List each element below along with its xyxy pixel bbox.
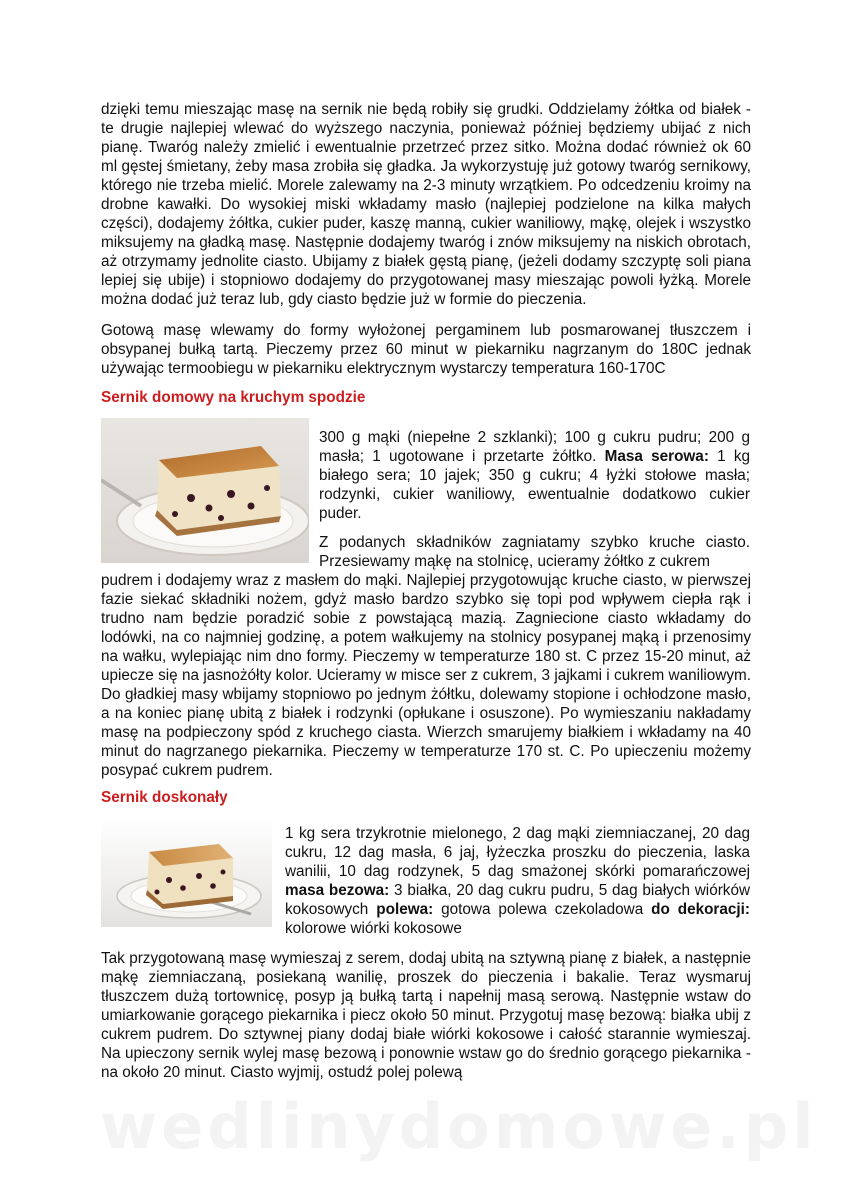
baking-paragraph: Gotową masę wlewamy do formy wyłożonej pergaminem lub posmarowanej tłuszczem i obsypanej bułką tartą. Pieczemy przez 60 minut w piekarniku nagrzanym do 180C jednak używając termoobiegu w piekarniku elektrycznym wystarczy temperatura 160-170C [101,322,751,377]
cheesecake-image-1 [101,418,309,563]
recipe1-method: pudrem i dodajemy wraz z masłem do mąki. Najlepiej przygotowując kruche ciasto, w pierwszej fazie siekać składniki nożem, gdyż masło bardzo szybko się topi pod wpływem ciepła rąk i trudno nam będzie poradzić sobie z powstającą mazią. Zagniecione ciasto wkładamy do lodówki, na co najmniej godzinę, a potem wałkujemy na stolnicy posypanej mąką i przenosimy na wałku, wylepiając nim dno formy. Pieczemy w temperaturze 180 st. C przez 15-20 minut, aż upiecze się na jasnożółty kolor. Ucieramy w misce ser z cukrem, 3 jajkami i cukrem waniliowym. Do gładkiej masy wbijamy stopniowo po jednym żółtku, dolewamy stopione i ochłodzone masło, a na koniec pianę ubitą z białek i rodzynki (opłukane i osuszone). Po wymieszaniu nakładamy masę na podpieczony spód z kruchego ciasta. Wierzch smarujemy białkiem i wkładamy na 40 minut do nagrzanego piekarnika. Pieczemy w temperaturze 170 st. C. Po upieczeniu możemy posypać cukrem pudrem. [101,572,751,779]
recipe1-title: Sernik domowy na kruchym spodzie [101,389,366,406]
recipe1-cheese-mass-label: Masa serowa: [604,448,709,465]
recipe2-ingredients-part3: gotowa polewa czekoladowa [433,901,652,918]
recipe2-decoration-label: do dekoracji: [651,901,750,918]
recipe1-method-lead: Z podanych składników zagniatamy szybko kruche ciasto. Przesiewamy mąkę na stolnicę, ucieramy żółtko z cukrem [319,534,750,570]
recipe1-ingredients-part1: 300 g mąki (niepełne 2 szklanki); 100 g cukru pudru; 200 g masła; 1 ugotowane i przetarte żółtko. [319,429,750,465]
recipe1-ingredients [319,428,750,523]
recipe2-method: Tak przygotowaną masę wymieszaj z serem, dodaj ubitą na sztywną pianę z białek, a następnie mąkę ziemniaczaną, posiekaną wanilię, proszek do pieczenia i bakalie. Teraz wysmaruj tłuszczem dużą tortownicę, posyp ją bułką tartą i napełnij masą serową. Następnie wstaw do umiarkowanie gorącego piekarnika i piecz około 50 minut. Przygotuj masę bezową: białka ubij z cukrem pudrem. Do sztywnej piany dodaj białe wiórki kokosowe i całość starannie wymieszaj. Na upieczony sernik wylej masę bezową i ponownie wstaw go do średnio gorącego piekarnika - na około 20 minut. Ciasto wyjmij, ostudź polej polewą [101,950,751,1081]
recipe2-ingredients-part4: kolorowe wiórki kokosowe [285,920,462,937]
recipe2-glaze-label: polewa: [376,901,434,918]
cheesecake-photo-1 [101,418,309,563]
recipe1-ingredients-part2: 1 kg białego sera; 10 jajek; 350 g cukru; 4 łyżki stołowe masła; rodzynki, cukier waniliowy, ewentualnie dodatkowo cukier puder. [319,448,750,522]
site-watermark: wedlinydomowe.pl [100,1090,818,1163]
intro-paragraph: dzięki temu mieszając masę na sernik nie będą robiły się grudki. Oddzielamy żółtka od białek - te drugie najlepiej wlewać do wyższego naczynia, ponieważ później będziemy ubijać z nich pianę. Twaróg należy zmielić i ewentualnie przetrzeć przez sitko. Można dodać również ok 60 ml gęstej śmietany, żeby masa zrobiła się gładka. Ja wykorzystuję już gotowy twaróg sernikowy, którego nie trzeba mielić. Morele zalewamy na 2-3 minuty wrzątkiem. Po odcedzeniu kroimy na drobne kawałki. Do wysokiej miski wkładamy masło (najlepiej podzielone na kilka małych części), dodajemy żółtka, cukier puder, kaszę manną, cukier waniliowy, mąkę, olejek i wszystko miksujemy na gładką masę. Następnie dodajemy twaróg i znów miksujemy na niskich obrotach, aż otrzymamy jednolite ciasto. Ubijamy z białek gęstą pianę, (jeżeli dodamy szczyptę soli piana lepiej się ubije) i stopniowo dodajemy do przygotowanej masy mieszając powoli łyżką. Morele można dodać już teraz lub, gdy ciasto będzie już w formie do pieczenia. [101,101,751,308]
recipe2-ingredients [285,824,750,938]
cheesecake-image-2 [101,818,272,927]
cheesecake-photo-2 [101,818,272,927]
recipe2-ingredients-part2: 3 białka, 20 dag cukru pudru, 5 dag białych wiórków kokosowych [285,882,750,918]
recipe2-ingredients-part1: 1 kg sera trzykrotnie mielonego, 2 dag mąki ziemniaczanej, 20 dag cukru, 12 dag masła, 6 jaj, łyżeczka proszku do pieczenia, laska wanilii, 10 dag rodzynek, 5 dag smażonej skórki pomarańczowej [285,825,750,880]
recipe2-meringue-label: masa bezowa: [285,882,390,899]
recipe2-title: Sernik doskonały [101,789,228,806]
